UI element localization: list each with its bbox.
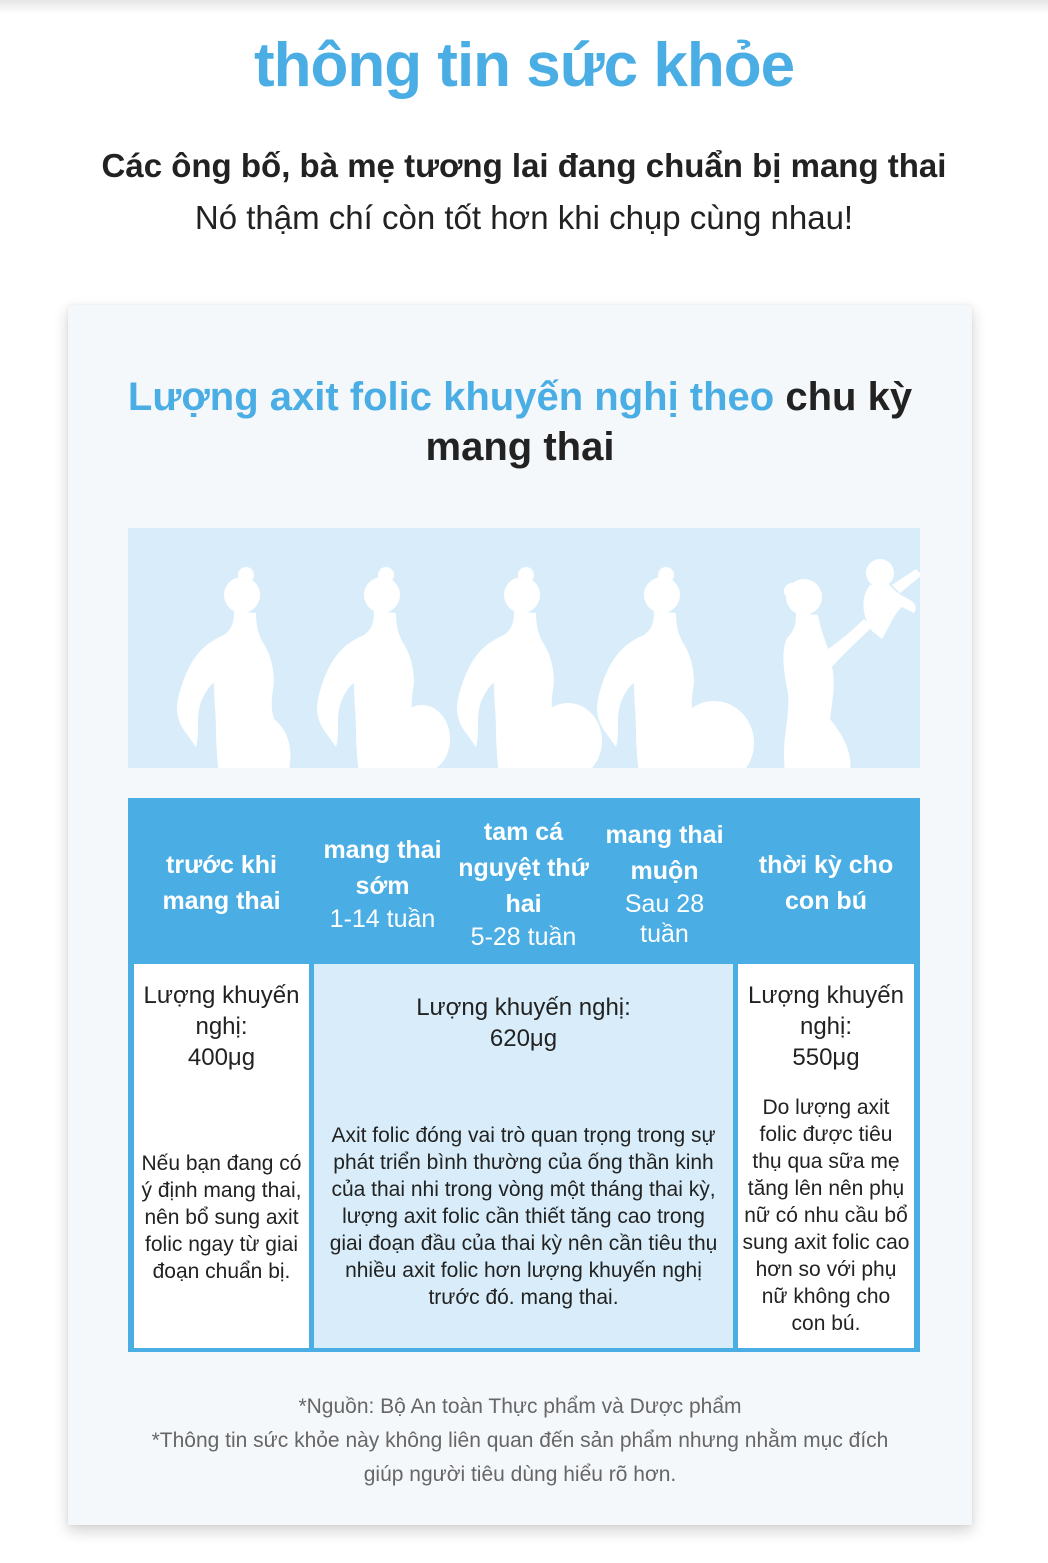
rec-line: nghị:: [799, 1013, 853, 1040]
mother-with-baby-silhouette-icon: [783, 559, 920, 768]
header-label: mang thai: [162, 887, 281, 915]
desc-line: hơn so với phụ: [755, 1258, 897, 1281]
header-early-pregnancy: [314, 804, 451, 962]
header-label: hai: [505, 890, 542, 918]
header-nursing: [738, 804, 914, 962]
desc-line: nữ có nhu cầu bổ: [744, 1204, 908, 1227]
desc-line: nên bổ sung axit: [144, 1206, 299, 1229]
description: [314, 1122, 733, 1311]
desc-line: con bú.: [791, 1312, 861, 1335]
header-label: thời kỳ cho: [758, 851, 894, 879]
source-note: *Nguồn: Bộ An toàn Thực phẩm và Dược phẩm: [298, 1395, 742, 1418]
card-title-dark-1: chu kỳ: [785, 375, 913, 419]
cell-pregnancy: [314, 964, 733, 1348]
disclaimer-line-2: giúp người tiêu dùng hiểu rõ hơn.: [363, 1463, 677, 1486]
desc-line: folic được tiêu: [759, 1123, 893, 1146]
header-label: mang thai: [605, 821, 724, 849]
desc-line: đoạn chuẩn bị.: [152, 1260, 291, 1283]
desc-line: folic ngay từ giai: [145, 1233, 298, 1256]
header-weeks: 1-14 tuần: [329, 905, 436, 933]
desc-line: lượng axit folic cần thiết tăng cao trong: [342, 1205, 705, 1228]
woman-silhouette-icon: [177, 567, 290, 768]
recommended-amount: [134, 980, 309, 1073]
header-weeks: Sau 28: [624, 890, 705, 918]
rec-line: nghị:: [195, 1013, 248, 1040]
desc-line: nhiều axit folic hơn lượng khuyến nghị: [345, 1259, 702, 1282]
rec-line: Lượng khuyến nghị:: [416, 994, 631, 1021]
desc-line: thụ qua sữa mẹ: [752, 1150, 900, 1173]
pregnant-woman-silhouette-icon: [317, 567, 450, 768]
card-title-dark-2: mang thai: [425, 425, 615, 469]
header-weeks: 5-28 tuần: [470, 923, 577, 951]
pregnant-woman-silhouette-icon: [457, 567, 602, 768]
desc-line: Nếu bạn đang có: [141, 1152, 302, 1175]
pregnant-woman-silhouette-icon: [597, 567, 754, 768]
disclaimer-line-1: *Thông tin sức khỏe này không liên quan đến sản phẩm nhưng nhằm mục đích: [151, 1429, 889, 1452]
desc-line: nữ không cho: [761, 1285, 891, 1308]
description: [738, 1094, 914, 1337]
desc-line: Do lượng axit: [762, 1096, 890, 1119]
header-late-pregnancy: [596, 804, 733, 962]
desc-line: trước đó. mang thai.: [428, 1286, 619, 1309]
rec-value: 620μg: [489, 1025, 558, 1052]
desc-line: tăng lên nên phụ: [747, 1177, 905, 1200]
desc-line: ý định mang thai,: [141, 1179, 302, 1202]
desc-line: giai đoạn đầu của thai kỳ nên cần tiêu thụ: [329, 1232, 718, 1255]
header-label: tam cá: [483, 818, 564, 846]
header-before-pregnancy: [134, 804, 309, 962]
description: [134, 1150, 309, 1285]
header-label: con bú: [785, 887, 867, 915]
page-title: thông tin sức khỏe: [253, 31, 795, 100]
desc-line: phát triển bình thường của ống thần kinh: [333, 1151, 714, 1174]
card-title: [68, 372, 972, 472]
rec-value: 550μg: [792, 1044, 860, 1071]
cell-before-pregnancy: [134, 964, 309, 1348]
rec-line: Lượng khuyến: [143, 982, 300, 1009]
header-label: mang thai: [323, 836, 442, 864]
header-weeks: tuần: [640, 920, 689, 948]
subtitle-line-1: Các ông bố, bà mẹ tương lai đang chuẩn bị mang thai: [101, 147, 947, 184]
folic-acid-table: [128, 798, 920, 1352]
header-second-trimester: [455, 804, 592, 962]
rec-value: 400μg: [187, 1044, 256, 1071]
recommended-amount: [314, 992, 733, 1054]
pregnancy-stages-illustration: [128, 528, 920, 768]
desc-line: sung axit folic cao: [742, 1231, 910, 1254]
footnotes: [68, 1390, 972, 1492]
subtitle-line-2: Nó thậm chí còn tốt hơn khi chụp cùng nhau!: [194, 199, 854, 236]
desc-line: Axit folic đóng vai trò quan trọng trong sự: [331, 1124, 716, 1147]
header-label: muộn: [630, 857, 699, 885]
header-label: trước khi: [166, 851, 277, 879]
cell-nursing: [738, 964, 914, 1348]
card-title-blue: Lượng axit folic khuyến nghị theo: [127, 375, 775, 419]
page-subtitle: [0, 140, 1048, 244]
header-label: sớm: [355, 872, 410, 900]
rec-line: Lượng khuyến: [748, 982, 904, 1009]
header-label: nguyệt thứ: [458, 854, 589, 882]
top-shadow: [0, 0, 1048, 14]
recommended-amount: [738, 980, 914, 1073]
desc-line: của thai nhi trong vòng một tháng thai kỳ,: [331, 1178, 716, 1201]
